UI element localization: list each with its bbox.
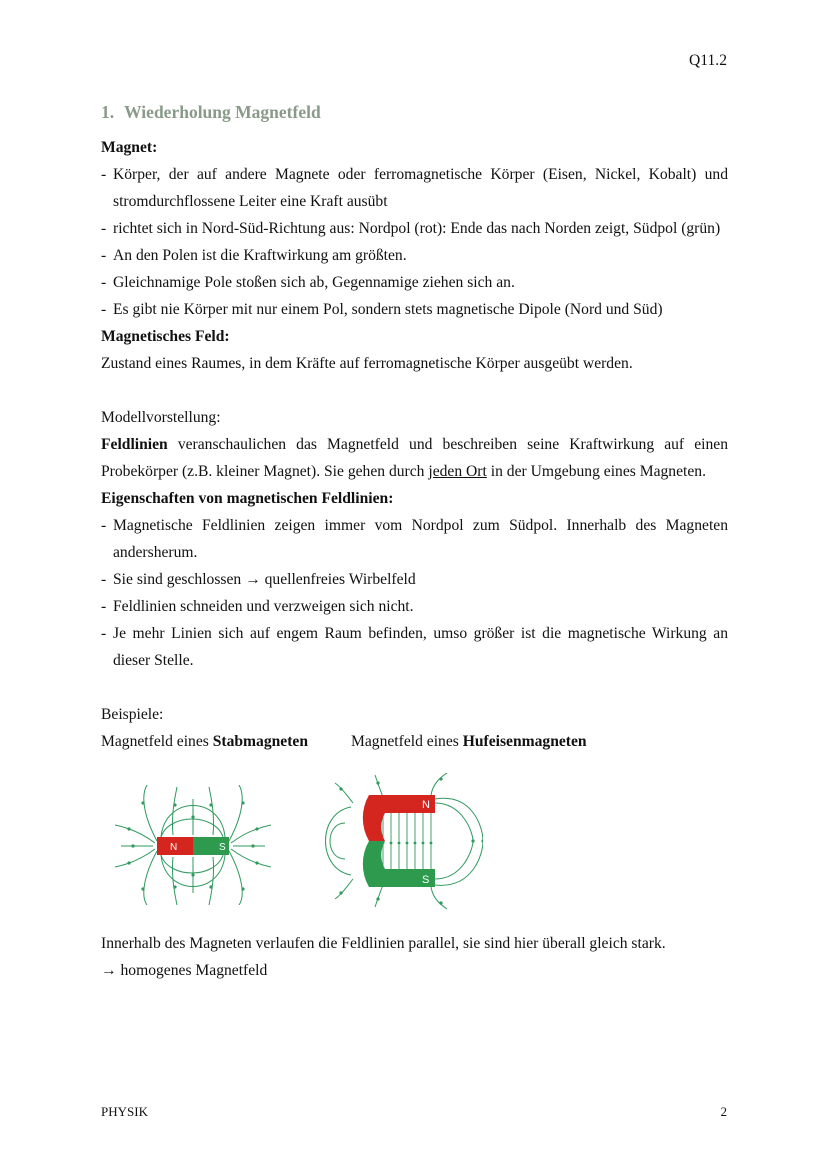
- list-item: - Sie sind geschlossen → quellenfreies Wirbelfeld: [101, 566, 728, 593]
- list-item: - Magnetische Feldlinien zeigen immer vom Nordpol zum Südpol. Innerhalb des Magneten andersherum.: [101, 512, 728, 566]
- conclusion-line-1: Innerhalb des Magneten verlaufen die Feldlinien parallel, sie sind hier überall gleich stark.: [101, 935, 666, 952]
- list-item: - Feldlinien schneiden und verzweigen sich nicht.: [101, 593, 728, 620]
- bar-south-label: S: [219, 842, 226, 853]
- section-number: 1.: [101, 102, 115, 122]
- list-item: - richtet sich in Nord-Süd-Richtung aus: Nordpol (rot): Ende das nach Norden zeigt, Südpol (grün): [101, 215, 728, 242]
- fieldlines-term: Feldlinien: [101, 436, 168, 453]
- figure-captions: [101, 728, 728, 755]
- list-item: - Je mehr Linien sich auf engem Raum befinden, umso größer ist die magnetische Wirkung an dieser Stelle.: [101, 620, 728, 674]
- horseshoe-magnet-figure: [323, 773, 483, 913]
- page-number: 2: [720, 1104, 727, 1119]
- list-item: - Gleichnamige Pole stoßen sich ab, Gegennamige ziehen sich an.: [101, 269, 728, 296]
- list-item: - Körper, der auf andere Magnete oder ferromagnetische Körper (Eisen, Nickel, Kobalt) und stromdurchflossene Leiter eine Kraft ausübt: [101, 161, 728, 215]
- footer-subject: PHYSIK: [101, 1104, 148, 1119]
- main-content: [101, 98, 728, 984]
- field-definition: Zustand eines Raumes, in dem Kräfte auf ferromagnetische Körper ausgeübt werden.: [101, 355, 633, 372]
- magnet-label: Magnet:: [101, 139, 158, 156]
- properties-label: Eigenschaften von magnetischen Feldlinien:: [101, 490, 394, 507]
- properties-list: [101, 512, 728, 674]
- examples-label: Beispiele:: [101, 706, 164, 723]
- section-title: Wiederholung Magnetfeld: [124, 102, 321, 122]
- list-item: - Es gibt nie Körper mit nur einem Pol, sondern stets magnetische Dipole (Nord und Süd): [101, 296, 728, 323]
- horseshoe-field-lines: [326, 773, 484, 909]
- underlined-phrase: jeden Ort: [428, 463, 487, 480]
- course-code: Q11.2: [689, 52, 727, 69]
- caption-bar-magnet: Magnetfeld eines Stabmagneten: [101, 733, 309, 750]
- magnet-list: [101, 161, 728, 323]
- section-heading: [101, 98, 728, 126]
- figures: [101, 755, 728, 930]
- bar-magnet-figure: [113, 785, 273, 905]
- horseshoe-north-label: N: [422, 799, 430, 811]
- horseshoe-south-label: S: [422, 874, 430, 886]
- caption-horseshoe-magnet: Magnetfeld eines Hufeisenmagneten: [351, 733, 587, 750]
- field-label: Magnetisches Feld:: [101, 328, 230, 345]
- list-item: - An den Polen ist die Kraftwirkung am größten.: [101, 242, 728, 269]
- model-paragraph: Feldlinien veranschaulichen das Magnetfeld und beschreiben seine Kraftwirkung auf einen Probekörper (z.B. kleiner Magnet). Sie gehen durch jeden Ort in der Umgebung eines Magneten.: [101, 436, 728, 480]
- model-label: Modellvorstellung:: [101, 409, 221, 426]
- conclusion-line-2: → homogenes Magnetfeld: [101, 962, 268, 979]
- bar-north-label: N: [170, 842, 178, 853]
